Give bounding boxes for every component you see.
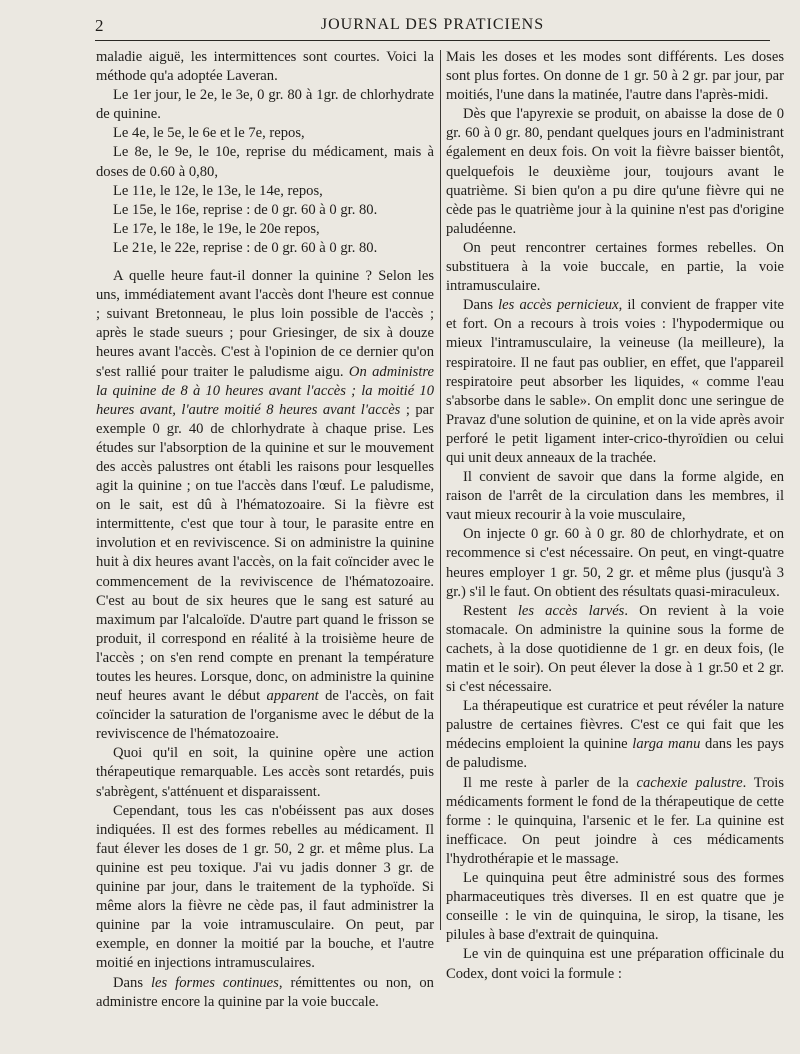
text-run: Le 4e, le 5e, le 6e et le 7e, repos,: [113, 125, 305, 142]
paragraph: [446, 296, 784, 468]
paragraph: [446, 525, 784, 601]
paragraph: [446, 239, 784, 296]
text-run: , rémittentes ou non, on administre encore la quinine par la voie buccale.: [96, 974, 434, 1010]
paragraph: [96, 182, 434, 201]
column-divider: [440, 50, 441, 930]
italic-text: les accès larvés: [517, 602, 625, 619]
text-run: Le 1er jour, le 2e, le 3e, 0 gr. 80 à 1gr. de chlorhydrate de quinine.: [96, 87, 434, 123]
text-run: maladie aiguë, les intermittences sont courtes. Voici la méthode qu'a adoptée Laveran.: [96, 49, 434, 85]
paragraph: [96, 974, 434, 1012]
text-run: La thérapeutique est curatrice et peut révéler la nature palustre de certaines fièvres. C'est ce qui fait que les médecins emploient la quinine: [446, 698, 784, 753]
text-run: Le 8e, le 9e, le 10e, reprise du médicament, mais à doses de 0.60 à 0,80,: [96, 144, 434, 180]
text-run: A quelle heure faut-il donner la quinine ? Selon les uns, immédiatement avant l'accès dont l'heure est connue ; suivant Bretonneau, le plus loin possible de l'accès ; après le stade sueurs ; pour Griesinger, de six à douze heures avant l'accès. C'est à l'opinion de ce dernier qu'on s'est rallié pour traiter le paludisme aigu.: [96, 268, 434, 380]
text-run: de l'accès, on fait coïncider la saturation de l'organisme avec le début de la reviviscence de l'hématozoaire.: [96, 688, 434, 743]
paragraph: [446, 468, 784, 525]
paragraph: [96, 86, 434, 124]
text-run: Le quinquina peut être administré sous des formes pharmaceutiques très diverses. Il en est quatre que je conseille : le vin de quinquina, le sirop, la tisane, les pilules à base d'extrait de quinquina.: [446, 870, 784, 944]
text-run: Le 11e, le 12e, le 13e, le 14e, repos,: [113, 182, 323, 199]
paragraph: [446, 48, 784, 105]
text-run: Le 15e, le 16e, reprise : de 0 gr. 60 à 0 gr. 80.: [113, 201, 378, 218]
text-run: Restent: [463, 602, 518, 619]
text-run: Dans: [463, 297, 499, 314]
paragraph: [96, 124, 434, 143]
text-run: . On revient à la voie stomacale. On administre la quinine sous la forme de cachets, à la dose quotidienne de 1 gr. en deux fois, (le matin et le soir). On peut élever la dose à 1 gr.50 et 2 gr. si c'est nécessaire.: [446, 602, 784, 696]
paragraph: [96, 143, 434, 181]
text-run: , il convient de frapper vite et fort. On a recours à trois voies : l'hypodermique ou mieux l'intramusculaire, la veineuse (la meilleure), la respiratoire. Il ne faut pas oublier, en effet, que l'appareil respiratoire peut absorber les liquides, « comme l'eau s'absorbe dans le sable». On emplit donc une seringue de Pravaz d'une solution de quinine, et on la vide après avoir perforé le petit ligament inter-crico-thyroïdien ou celui qui unit deux anneaux de la trachée.: [446, 297, 784, 466]
text-run: Le vin de quinquina est une préparation officinale du Codex, dont voici la formule :: [446, 946, 784, 982]
text-run: Cependant, tous les cas n'obéissent pas aux doses indiquées. Il est des formes rebelles au médicament. Il faut élever les doses de 1 gr. 50, 2 gr. et même plus. La quinine est peu toxique. J'ai vu jadis donner 3 gr. de quinine par jour, dans le traitement de la typhoïde. Si même alors la fièvre ne cède pas, il faut administrer la quinine par la voie intramusculaire. On peut, par exemple, en donner la moitié par la bouche, et l'autre moitié en injections intramusculaires.: [96, 802, 434, 972]
italic-text: les formes continues: [150, 974, 279, 991]
paragraph: [96, 220, 434, 239]
paragraph: [96, 201, 434, 220]
text-run: Quoi qu'il en soit, la quinine opère une action thérapeutique remarquable. Les accès sont retardés, puis s'abrègent, s'atténuent et disparaissent.: [96, 745, 434, 800]
page-number: 2: [95, 16, 104, 35]
paragraph: [96, 802, 434, 974]
paragraph: [96, 267, 434, 744]
text-run: Il convient de savoir que dans la forme algide, en raison de l'arrêt de la circulation dans les membres, il vaut mieux recourir à la voie musculaire,: [446, 469, 784, 524]
text-run: On injecte 0 gr. 60 à 0 gr. 80 de chlorhydrate, et on recommence si c'est nécessaire. On peut, en vingt-quatre heures employer 1 gr. 50, 2 gr. et même plus (jusqu'à 3 gr.) s'il le faut. On obtient des résultats quasi-miraculeux.: [446, 526, 784, 600]
page-header: [95, 14, 770, 41]
text-run: dans les pays de paludisme.: [446, 736, 784, 772]
paragraph: [446, 774, 784, 869]
paragraph: [96, 48, 434, 86]
italic-text: apparent: [266, 688, 319, 705]
text-run: Il me reste à parler de la: [463, 774, 637, 791]
paragraph: [446, 602, 784, 697]
paragraph: [446, 105, 784, 239]
italic-text: larga manu: [632, 736, 701, 753]
text-run: Dès que l'apyrexie se produit, on abaisse la dose de 0 gr. 60 à 0 gr. 80, pendant quelques jours en l'administrant également en deux fois. On voit la fièvre baisser bientôt, quelquefois le deuxième jour, toujours avant le quatrième. Si bien qu'on a pu dire qu'une fièvre qui ne cède pas le quatrième jour à la quinine n'est pas d'origine paludéenne.: [446, 106, 784, 237]
italic-text: cachexie palustre: [636, 774, 743, 791]
italic-text: les accès pernicieux: [498, 297, 619, 314]
left-column: [96, 48, 434, 1012]
text-run: Le 17e, le 18e, le 19e, le 20e repos,: [113, 220, 320, 237]
text-run: On peut rencontrer certaines formes rebelles. On substituera à la voie buccale, en partie, la voie intramusculaire.: [446, 239, 784, 295]
text-run: Dans: [113, 974, 151, 991]
journal-title: JOURNAL DES PRATICIENS: [320, 16, 545, 33]
paragraph: [446, 945, 784, 983]
text-run: Mais les doses et les modes sont différents. Les doses sont plus fortes. On donne de 1 gr. 50 à 2 gr. par jour, par moitiés, l'une dans la matinée, l'autre dans l'après-midi.: [446, 49, 784, 104]
text-run: Le 21e, le 22e, reprise : de 0 gr. 60 à 0 gr. 80.: [113, 239, 378, 256]
paragraph: [96, 239, 434, 258]
right-column: [446, 48, 784, 984]
italic-text: On administre la quinine de 8 à 10 heures avant l'accès ; la moitié 10 heures avant, l'autre moitié 8 heures avant l'accès: [96, 363, 435, 418]
paragraph: [446, 697, 784, 773]
text-run: . Trois médicaments forment le fond de la thérapeutique de cette forme : le quinquina, l'arsenic et le fer. La quinine est inefficace. On peut joindre à ces médicaments l'hydrothérapie et le massage.: [446, 774, 785, 867]
text-run: ; par exemple 0 gr. 40 de chlorhydrate à chaque prise. Les études sur l'absorption de la quinine et sur le mouvement des accès palustres ont établi les raisons pour lesquelles agit la quinine ; on tue l'accès dans l'œuf. Le paludisme, on le sait, est dû à l'hématozoaire. Si la fièvre est intermittente, c'est que tour à tour, le parasite entre en involution et en reviviscence. Si on administre la quinine huit à dix heures avant l'accès, on la fait coïncider avec le commencement de la reviviscence de l'hématozoaire. C'est au bout de six heures que le sang est saturé au maximum par l'alcaloïde. D'autre part quand le frisson se produit, il correspond en réalité à la troisième heure de l'accès ; on s'en rend compte en prenant la température toutes les heures. Lorsque, donc, on administre la quinine neuf heures avant le début: [96, 401, 434, 705]
paragraph: [446, 869, 784, 945]
paragraph: [96, 744, 434, 801]
